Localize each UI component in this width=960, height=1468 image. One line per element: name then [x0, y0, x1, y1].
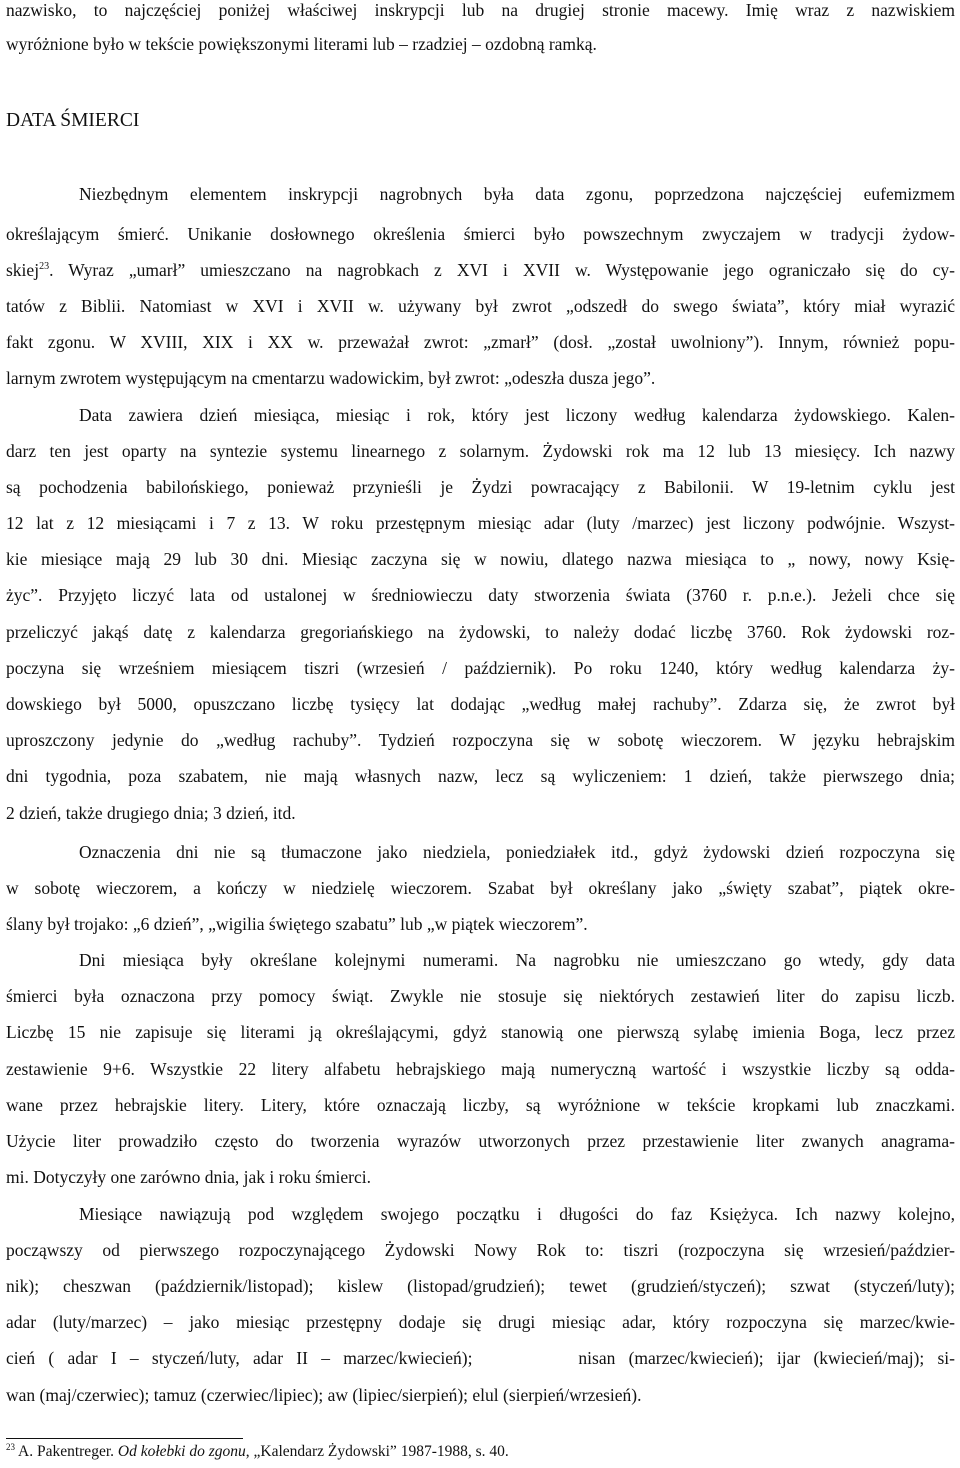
- text-line: cień ( adar I – styczeń/luty, adar II – marzec/kwiecień); nisan (marzec/kwiecień); ijar (kwiecień/maj); si-: [6, 1348, 955, 1368]
- text-line: uproszczony jedynie do „według rachuby”. Tydzień rozpoczyna się w sobotę wieczorem. W języku hebrajskim: [6, 730, 955, 750]
- text-line: wyróżnione było w tekście powiększonymi literami lub – rzadziej – ozdobną ramką.: [6, 34, 597, 54]
- text-line: larnym zwrotem występującym na cmentarzu wadowickim, był zwrot: „odeszła dusza jego”.: [6, 368, 656, 388]
- line-prefix: skiej: [6, 260, 40, 280]
- text-line: mi. Dotyczyły one zarówno dnia, jak i roku śmierci.: [6, 1167, 371, 1187]
- text-line: 2 dzień, także drugiego dnia; 3 dzień, itd.: [6, 803, 296, 823]
- text-line: Użycie liter prowadziło często do tworzenia wyrazów utworzonych przez przestawienie liter zwanych anagrama-: [6, 1131, 955, 1151]
- text-line: określającym śmierć. Unikanie dosłownego określenia śmierci było powszechnym zwyczajem w tradycji żydow-: [6, 224, 955, 244]
- text-line: śmierci była oznaczona przy pomocy świąt. Zwykle nie stosuje się niektórych zestawień liter do zapisu liczb.: [6, 986, 955, 1006]
- text-line: adar (luty/marzec) – jako miesiąc przestępny dodaje się drugi miesiąc adar, który rozpoczyna się marzec/kwie-: [6, 1312, 955, 1332]
- text-line: życ”. Przyjęto liczyć lata od ustalonej w średniowieczu daty stworzenia świata (3760 r. p.n.e.). Jeżeli chce się: [6, 585, 955, 605]
- text-line: tatów z Biblii. Natomiast w XVI i XVII w. używany był zwrot „odszedł do swego świata”, który miał wyrazić: [6, 296, 955, 316]
- footnote-author: A. Pakentreger.: [15, 1443, 118, 1460]
- text-line: 12 lat z 12 miesiącami i 7 z 13. W roku przestępnym miesiąc adar (luty /marzec) jest liczony podwójnie. Wszyst-: [6, 513, 955, 533]
- footnote: [6, 1443, 509, 1461]
- footnote-title: Od kołebki do zgonu: [117, 1443, 246, 1460]
- text-line: nik); cheszwan (październik/listopad); kislew (listopad/grudzień); tewet (grudzień/styczeń); szwat (styczeń/luty);: [6, 1276, 955, 1296]
- text-line: są pochodzenia babilońskiego, ponieważ przynieśli je Żydzi powracający z Babilonii. W 19-letnim cyklu jest: [6, 477, 955, 497]
- footnote-number: 23: [6, 1441, 15, 1452]
- text-line: przeliczyć jakąś datę z kalendarza gregoriańskiego na żydowski, to należy dodać liczbę 3760. Rok żydowski roz-: [6, 622, 955, 642]
- text-line: Miesiące nawiązują pod względem swojego początku i długości do faz Księżyca. Ich nazwy kolejno,: [79, 1204, 955, 1224]
- text-line: wan (maj/czerwiec); tamuz (czerwiec/lipiec); aw (lipiec/sierpień); elul (sierpień/wrzesień).: [6, 1385, 642, 1405]
- text-line: poczyna się wrześniem miesiącem tiszri (wrzesień / październik). Po roku 1240, który według kalendarza ży-: [6, 658, 955, 678]
- footnote-reference: 23: [39, 261, 50, 273]
- text-line: kie miesiące mają 29 lub 30 dni. Miesiąc zaczyna się w nowiu, dlatego nazwa miesiąca to „ nowy, nowy Księ-: [6, 549, 955, 569]
- text-line: Liczbę 15 nie zapisuje się literami ją określającymi, gdyż stanowią one pierwszą sylabę imienia Boga, lecz przez: [6, 1022, 955, 1042]
- text-line: Dni miesiąca były określane kolejnymi numerami. Na nagrobku nie umieszczano go wtedy, gdy data: [79, 950, 955, 970]
- section-heading: DATA ŚMIERCI: [6, 110, 140, 131]
- text-line: wane przez hebrajskie litery. Litery, które oznaczają liczby, są wyróżnione w tekście kropkami lub znaczkami.: [6, 1095, 955, 1115]
- line-rest: . Wyraz „umarł” umieszczano na nagrobkach z XVI i XVII w. Występowanie jego ograniczało się do cy-: [49, 260, 955, 280]
- text-line: fakt zgonu. W XVIII, XIX i XX w. przeważał zwrot: „zmarł” (dosł. „został uwolniony”). Innym, również popu-: [6, 332, 955, 352]
- text-line: ślany był trojako: „6 dzień”, „wigilia świętego szabatu” lub „w piątek wieczorem”.: [6, 914, 588, 934]
- footnote-rest: , „Kalendarz Żydowski” 1987-1988, s. 40.: [245, 1443, 509, 1460]
- text-line: Data zawiera dzień miesiąca, miesiąc i rok, który jest liczony według kalendarza żydowskiego. Kalen-: [79, 405, 955, 425]
- text-line: [6, 260, 955, 280]
- text-line: począwszy od pierwszego rozpoczynającego Żydowski Nowy Rok to: tiszri (rozpoczyna się wrzesień/paździer-: [6, 1240, 955, 1260]
- text-line: zestawienie 9+6. Wszystkie 22 litery alfabetu hebrajskiego mają numeryczną wartość i wszystkie liczby są odda-: [6, 1059, 955, 1079]
- text-line: nazwisko, to najczęściej poniżej właściwej inskrypcji lub na drugiej stronie macewy. Imię wraz z nazwiskiem: [6, 0, 955, 20]
- text-line: darz ten jest oparty na syntezie systemu linearnego z solarnym. Żydowski rok ma 12 lub 13 miesięcy. Ich nazwy: [6, 441, 955, 461]
- text-line: dni tygodnia, poza szabatem, nie mają własnych nazw, lecz są wyliczeniem: 1 dzień, także pierwszego dnia;: [6, 766, 955, 786]
- text-line: dowskiego był 5000, opuszczano liczbę tysięcy lat dodając „według małej rachuby”. Zdarza się, że zwrot był: [6, 694, 955, 714]
- text-line: Oznaczenia dni nie są tłumaczone jako niedziela, poniedziałek itd., gdyż żydowski dzień rozpoczyna się: [79, 842, 955, 862]
- text-line: w sobotę wieczorem, a kończy w niedzielę wieczorem. Szabat był określany jako „święty szabat”, piątek okre-: [6, 878, 955, 898]
- footnote-separator: [6, 1438, 243, 1439]
- text-line: Niezbędnym elementem inskrypcji nagrobnych była data zgonu, poprzedzona najczęściej eufemizmem: [79, 184, 955, 204]
